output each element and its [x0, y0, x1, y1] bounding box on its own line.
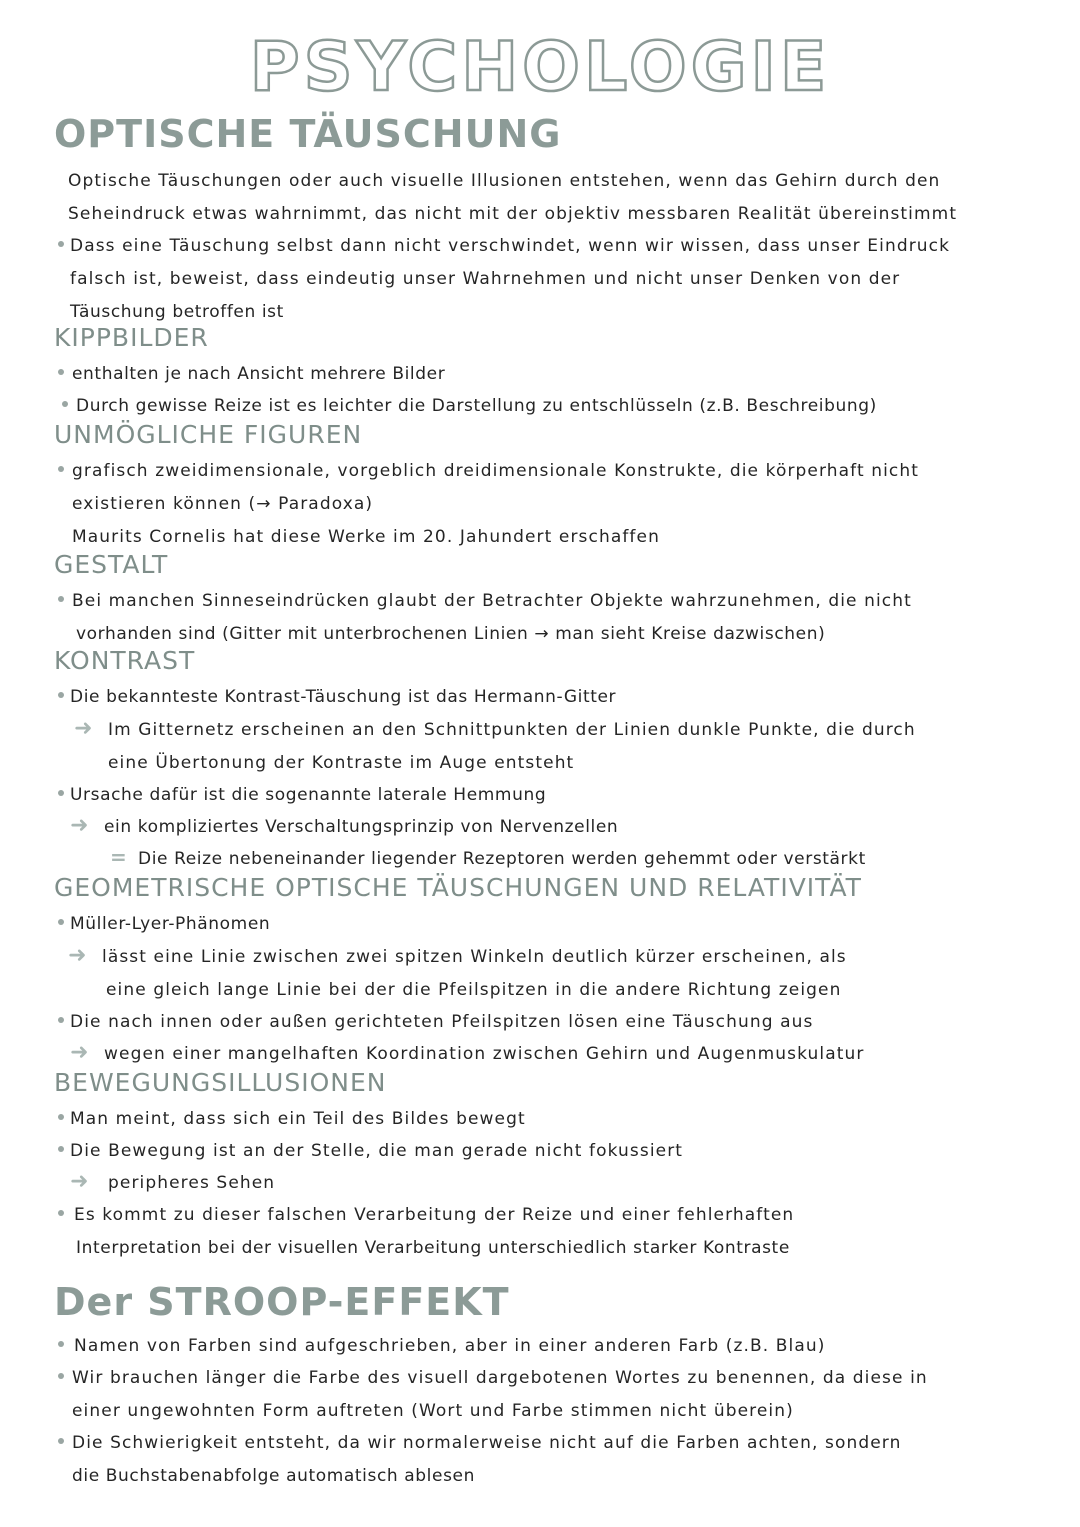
stroop-bullet-1: Namen von Farben sind aufgeschrieben, aber in einer anderen Farb (z.B. Blau) [74, 1336, 826, 1356]
unmoegliche-line-1: grafisch zweidimensionale, vorgeblich dreidimensionale Konstrukte, die körperhaft nicht [72, 461, 920, 481]
unmoegliche-line-2: existieren können (→ Paradoxa) [72, 494, 374, 514]
arrow-icon: ➜ [70, 1169, 89, 1194]
arrow-icon: ➜ [74, 716, 93, 741]
bullet-dot [62, 401, 68, 407]
bullet-dot [58, 241, 64, 247]
bullet-dot [58, 369, 64, 375]
bullet-dot [58, 596, 64, 602]
heading-kippbilder: KIPPBILDER [54, 323, 209, 352]
page-title: PSYCHOLOGIE [249, 28, 831, 107]
bewegung-bullet-3-line-2: Interpretation bei der visuellen Verarbeitung unterschiedlich starker Kontraste [76, 1238, 790, 1258]
kontrast-bullet-2: Ursache dafür ist die sogenannte laterale Hemmung [70, 785, 547, 805]
geometrisch-arrow-1-line-1: lässt eine Linie zwischen zwei spitzen Winkeln deutlich kürzer erscheinen, als [102, 947, 847, 967]
stroop-bullet-3-line-1: Die Schwierigkeit entsteht, da wir normalerweise nicht auf die Farben achten, sondern [72, 1433, 902, 1453]
bullet1-line-2: falsch ist, beweist, dass eindeutig unser Wahrnehmen und nicht unser Denken von der [70, 269, 901, 289]
bullet-dot [58, 1438, 64, 1444]
unmoegliche-note: Maurits Cornelis hat diese Werke im 20. Jahundert erschaffen [72, 527, 660, 547]
kontrast-arrow-1-line-2: eine Übertonung der Kontraste im Auge entsteht [108, 753, 575, 773]
geometrisch-bullet-2: Die nach innen oder außen gerichteten Pfeilspitzen lösen eine Täuschung aus [70, 1012, 814, 1032]
geometrisch-arrow-2: wegen einer mangelhaften Koordination zwischen Gehirn und Augenmuskulatur [104, 1044, 865, 1064]
intro-line-1: Optische Täuschungen oder auch visuelle Illusionen entstehen, wenn das Gehirn durch den [68, 171, 941, 191]
heading-unmoegliche-figuren: UNMÖGLICHE FIGUREN [54, 420, 363, 449]
heading-gestalt: GESTALT [54, 550, 169, 579]
bullet-dot [58, 1017, 64, 1023]
equals-icon: = [110, 845, 127, 869]
gestalt-line-1: Bei manchen Sinneseindrücken glaubt der Betrachter Objekte wahrzunehmen, die nicht [72, 591, 912, 611]
bullet-dot [58, 790, 64, 796]
bullet-dot [58, 1114, 64, 1120]
arrow-icon: ➜ [68, 943, 87, 968]
heading-optische-taeuschung: OPTISCHE TÄUSCHUNG [54, 112, 562, 156]
bullet-dot [58, 1146, 64, 1152]
kippbilder-bullet-1: enthalten je nach Ansicht mehrere Bilder [72, 364, 446, 384]
bullet1-line-1: Dass eine Täuschung selbst dann nicht verschwindet, wenn wir wissen, dass unser Eindruck [70, 236, 951, 256]
gestalt-line-2: vorhanden sind (Gitter mit unterbrochenen Linien → man sieht Kreise dazwischen) [76, 624, 826, 644]
stroop-bullet-3-line-2: die Buchstabenabfolge automatisch ablesen [72, 1466, 475, 1486]
kippbilder-bullet-2: Durch gewisse Reize ist es leichter die Darstellung zu entschlüsseln (z.B. Beschreibung) [76, 396, 877, 416]
kontrast-arrow-1-line-1: Im Gitternetz erscheinen an den Schnittpunkten der Linien dunkle Punkte, die durch [108, 720, 916, 740]
geometrisch-bullet-1: Müller-Lyer-Phänomen [70, 914, 271, 934]
bewegung-bullet-1: Man meint, dass sich ein Teil des Bildes bewegt [70, 1109, 526, 1129]
bullet-dot [58, 919, 64, 925]
bullet-dot [58, 1373, 64, 1379]
bullet-dot [58, 1210, 64, 1216]
bewegung-arrow-2: peripheres Sehen [108, 1173, 276, 1193]
bewegung-bullet-3-line-1: Es kommt zu dieser falschen Verarbeitung der Reize und einer fehlerhaften [74, 1205, 795, 1225]
arrow-icon: ➜ [70, 813, 89, 838]
bullet-dot [58, 692, 64, 698]
stroop-bullet-2-line-1: Wir brauchen länger die Farbe des visuell dargebotenen Wortes zu benennen, da diese in [72, 1368, 928, 1388]
geometrisch-arrow-1-line-2: eine gleich lange Linie bei der die Pfeilspitzen in die andere Richtung zeigen [106, 980, 842, 1000]
kontrast-bullet-1: Die bekannteste Kontrast-Täuschung ist das Hermann-Gitter [70, 687, 617, 707]
bullet1-line-3: Täuschung betroffen ist [70, 302, 284, 322]
bullet-dot [58, 1341, 64, 1347]
heading-geometrische-taeuschungen: GEOMETRISCHE OPTISCHE TÄUSCHUNGEN UND RELATIVITÄT [54, 873, 862, 902]
bullet-dot [58, 466, 64, 472]
kontrast-arrow-2: ein kompliziertes Verschaltungsprinzip von Nervenzellen [104, 817, 619, 837]
stroop-bullet-2-line-2: einer ungewohnten Form auftreten (Wort und Farbe stimmen nicht überein) [72, 1401, 794, 1421]
heading-bewegungsillusionen: BEWEGUNGSILLUSIONEN [54, 1068, 387, 1097]
intro-line-2: Seheindruck etwas wahrnimmt, das nicht mit der objektiv messbaren Realität übereinstimmt [68, 204, 958, 224]
bewegung-bullet-2: Die Bewegung ist an der Stelle, die man gerade nicht fokussiert [70, 1141, 684, 1161]
kontrast-eq-line: Die Reize nebeneinander liegender Rezeptoren werden gehemmt oder verstärkt [138, 849, 866, 869]
arrow-icon: ➜ [70, 1040, 89, 1065]
heading-stroop-effekt: Der STROOP-EFFEKT [54, 1280, 510, 1324]
heading-kontrast: KONTRAST [54, 646, 196, 675]
